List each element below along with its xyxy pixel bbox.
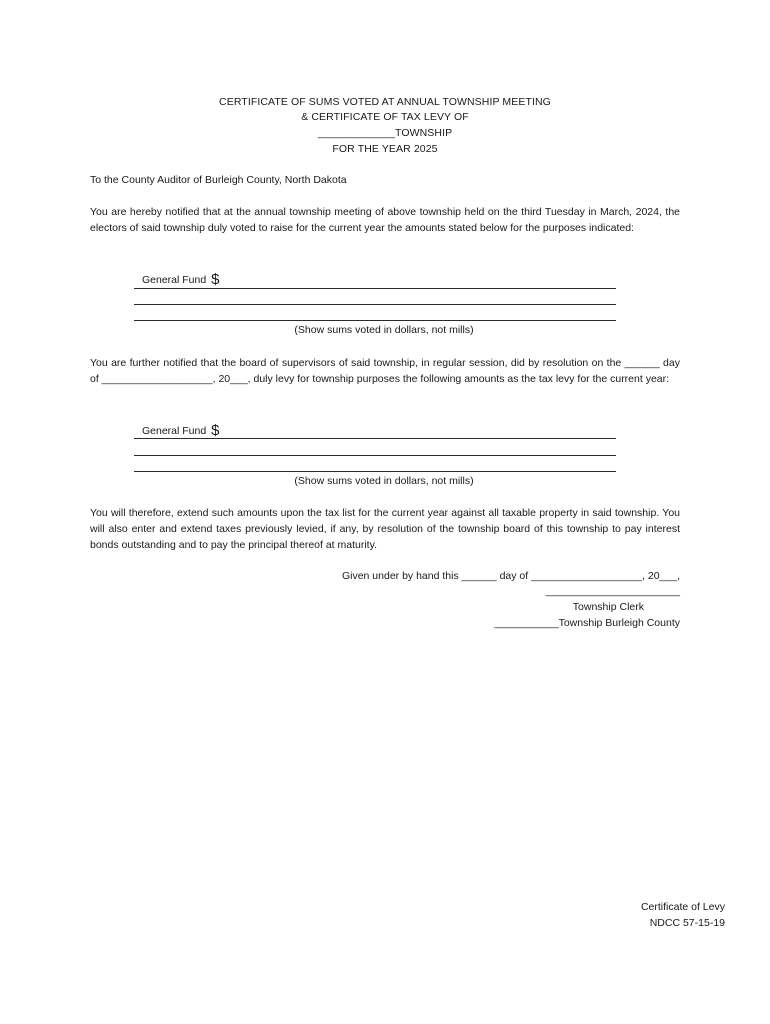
title-line-3: _____________TOWNSHIP <box>317 127 453 139</box>
paragraph-levy: You are further notified that the board of supervisors of said township, in regular session, did by resolution on the ______ day of ___________________, 20___, duly levy for township purposes the following amounts as the tax levy for the current year: <box>90 357 680 385</box>
paragraph-votes: You are hereby notified that at the annual township meeting of above township held on the third Tuesday in March, 2024, the electors of said township duly voted to raise for the current year the amounts stated below for the purposes indicated: <box>90 206 680 234</box>
amount-line-2a[interactable] <box>134 438 616 439</box>
clerk-signature-blank[interactable]: _______________________ <box>545 585 680 597</box>
general-fund-label-1 <box>142 272 219 287</box>
dollar-sign-2: $ <box>211 422 220 439</box>
general-fund-text-1: General Fund <box>142 274 207 286</box>
given-under-hand-line: Given under by hand this ______ day of ___________________, 20___, <box>341 570 680 582</box>
general-fund-label-2 <box>142 423 219 438</box>
general-fund-text-2: General Fund <box>142 425 207 437</box>
footer-ndcc-reference: NDCC 57-15-19 <box>649 917 725 929</box>
township-county-line: ___________Township Burleigh County <box>494 617 680 629</box>
paragraph-extend: You will therefore, extend such amounts upon the tax list for the current year against all taxable property in said township. You will also enter and extend taxes previously levied, if any, by resolution of the township board of this township to pay interest bonds outstanding and to pay the principal thereof at maturity. <box>90 507 680 551</box>
amount-line-1b[interactable] <box>134 304 616 305</box>
title-line-1: CERTIFICATE OF SUMS VOTED AT ANNUAL TOWNSHIP MEETING <box>219 96 551 108</box>
footer-certificate-of-levy: Certificate of Levy <box>640 901 725 913</box>
dollar-sign-1: $ <box>211 271 220 288</box>
sums-note-2: (Show sums voted in dollars, not mills) <box>294 475 474 487</box>
title-line-2: & CERTIFICATE OF TAX LEVY OF <box>301 111 469 123</box>
amount-line-2b[interactable] <box>134 455 616 456</box>
amount-line-2c[interactable] <box>134 471 616 472</box>
sums-note-1: (Show sums voted in dollars, not mills) <box>294 324 474 336</box>
township-clerk-label: Township Clerk <box>572 601 644 613</box>
addressee-line: To the County Auditor of Burleigh County, North Dakota <box>90 174 347 186</box>
amount-line-1c[interactable] <box>134 320 616 321</box>
amount-line-1a[interactable] <box>134 288 616 289</box>
title-line-4: FOR THE YEAR 2025 <box>332 143 438 155</box>
